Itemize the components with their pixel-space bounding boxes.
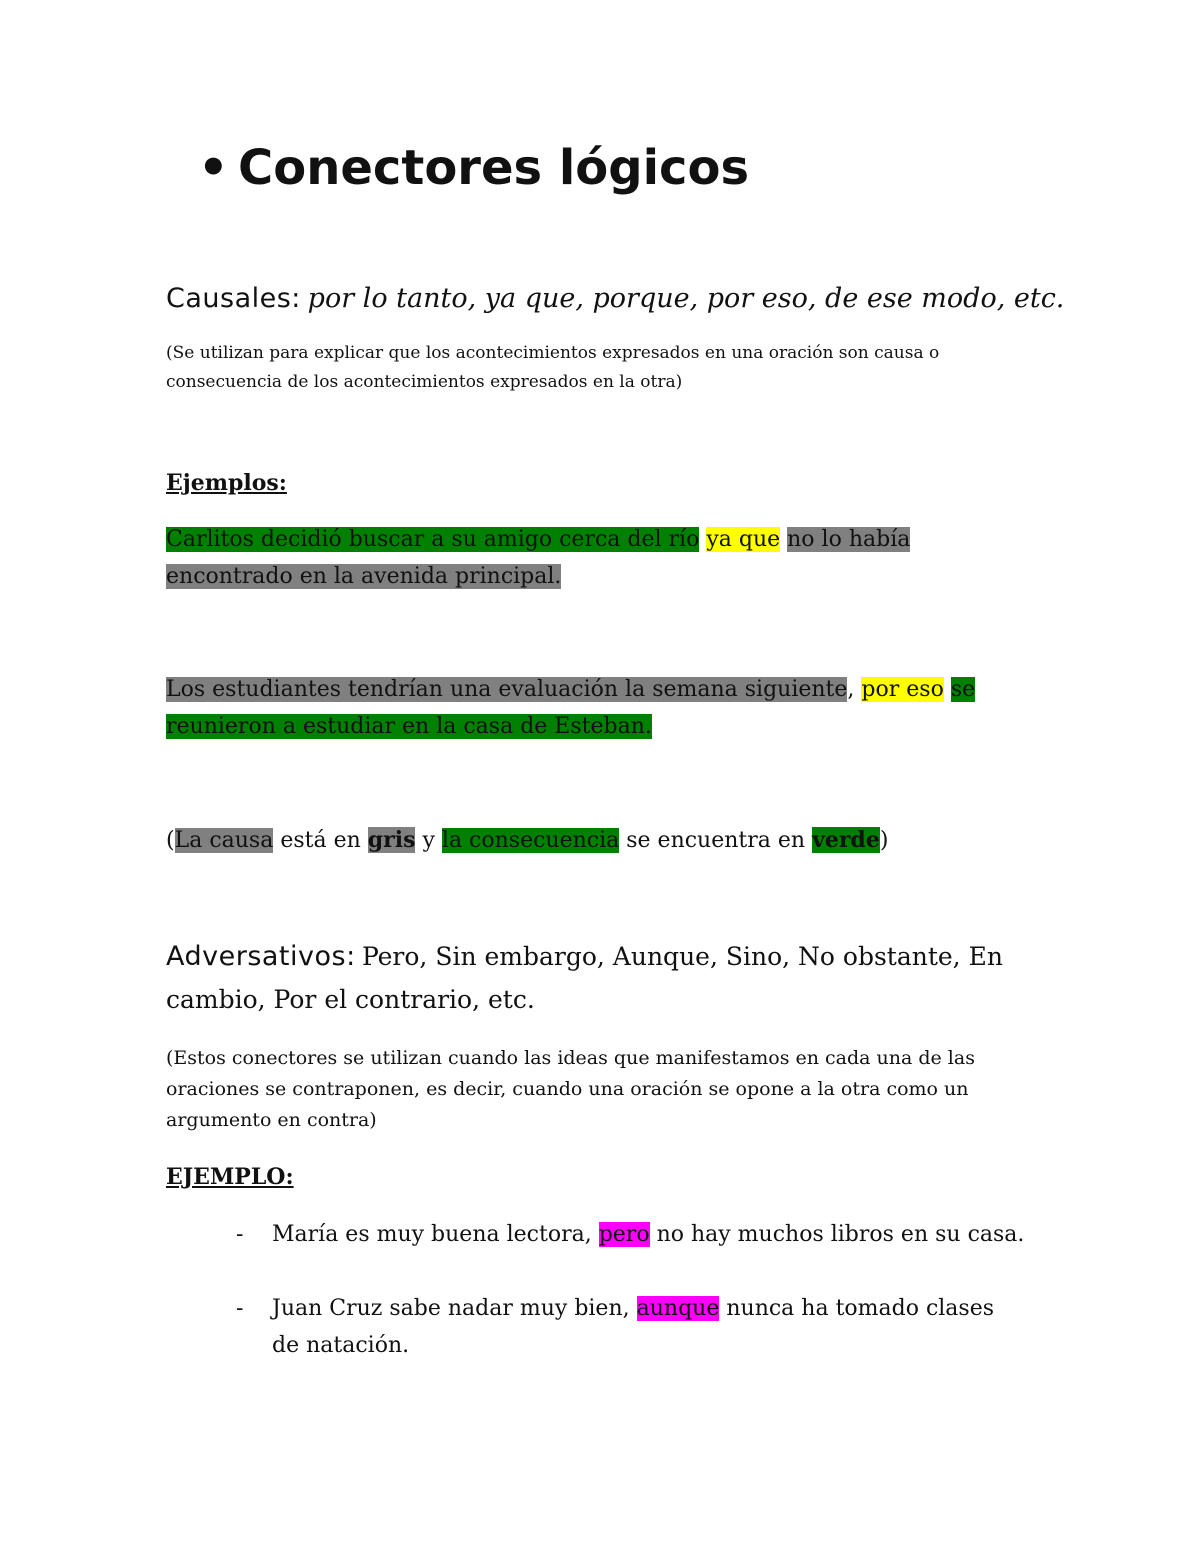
item-text: no hay muchos libros en su casa. [649, 1222, 1025, 1247]
connector-highlight: aunque [636, 1296, 720, 1321]
legend-text-1: está en [273, 828, 368, 853]
causales-label: Causales: [166, 283, 301, 314]
legend-text-3: se encuentra en [619, 828, 813, 853]
legend-cause: La causa [174, 828, 274, 853]
page-title [198, 138, 749, 198]
cause-highlight: Los estudiantes tendrían una evaluación la semana siguiente [166, 677, 848, 702]
item-text: María es muy buena lectora, [272, 1222, 599, 1247]
title-text: Conectores lógicos [238, 140, 750, 196]
color-legend [166, 822, 1026, 859]
legend-consequence: la consecuencia [441, 828, 620, 853]
adversativos-label: Adversativos: [166, 941, 356, 972]
legend-gray: gris [367, 827, 416, 853]
connector-highlight: por eso [861, 677, 944, 702]
dash-icon: - [236, 1222, 244, 1247]
adversativos-note: (Estos conectores se utilizan cuando las ideas que manifestamos en cada una de las oraciones se contraponen, es decir, cuando una oración se opone a la otra como un argumento en contra) [166, 1047, 975, 1131]
consequence-highlight: se reunieron a estudiar en la casa de Esteban. [166, 677, 976, 739]
legend-close: ) [879, 828, 889, 853]
connector-highlight: pero [598, 1222, 650, 1247]
comma-text: , [847, 677, 855, 702]
connector-highlight: ya que [706, 527, 781, 552]
examples-heading: Ejemplos: [166, 470, 287, 496]
bullet-icon: • [198, 140, 229, 196]
legend-open: ( [166, 828, 175, 853]
adversativos-list: Pero, Sin embargo, Aunque, Sino, No obstante, En cambio, Por el contrario, etc. [166, 942, 1003, 1014]
legend-text-2: y [415, 828, 442, 853]
causal-example-1 [166, 521, 1026, 595]
consequence-highlight: Carlitos decidió buscar a su amigo cerca del río [166, 527, 700, 552]
item-text: Juan Cruz sabe nadar muy bien, [272, 1296, 637, 1321]
causales-heading [166, 278, 1064, 319]
causales-note: (Se utilizan para explicar que los acontecimientos expresados en una oración son causa o consecuencia de los acontecimientos expresados en la otra) [166, 343, 940, 392]
legend-green: verde [812, 827, 880, 853]
causal-example-2 [166, 671, 1026, 745]
list-item [236, 1216, 1026, 1253]
example-heading: EJEMPLO: [166, 1164, 294, 1190]
dash-icon: - [236, 1296, 244, 1321]
cause-highlight: no lo había encontrado en la avenida principal. [166, 527, 911, 589]
causales-list: por lo tanto, ya que, porque, por eso, de ese modo, etc. [307, 283, 1065, 314]
list-item [236, 1290, 1026, 1364]
item-text: nunca ha tomado clases de natación. [272, 1296, 995, 1358]
adversativos-heading [166, 936, 1026, 1022]
